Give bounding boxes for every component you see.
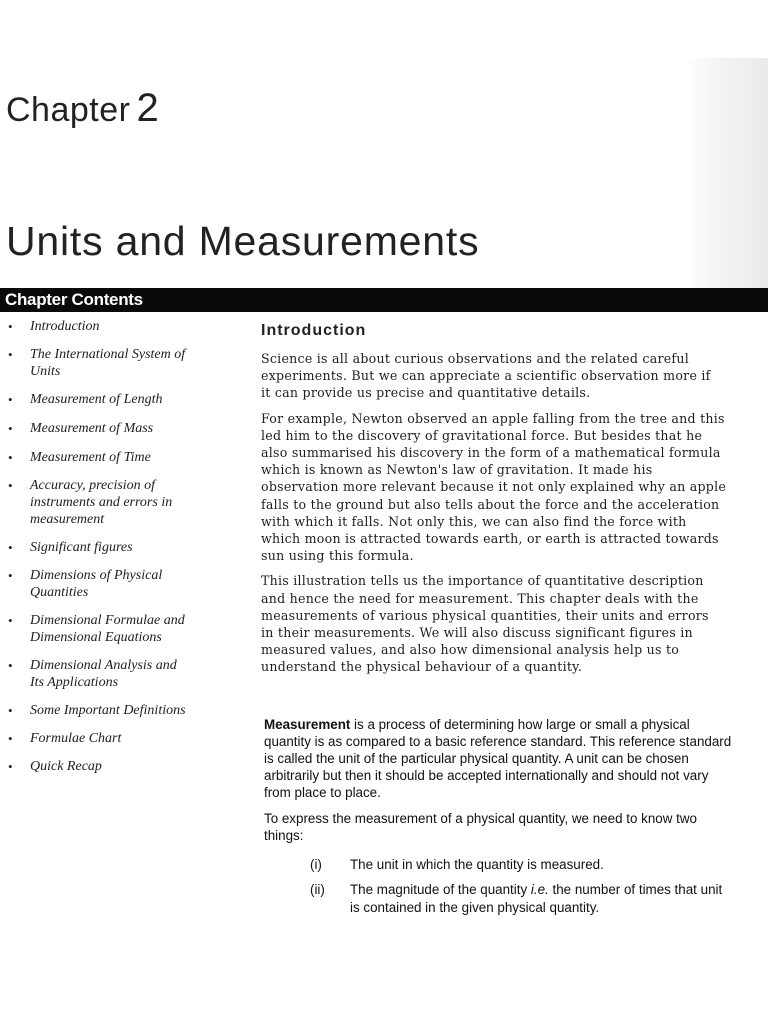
paragraph: This illustration tells us the importance of quantitative description and hence the need for measurement. This chapter deals with the measurements of various physical quantities, their units and errors in their measurements. We will also discuss significant figures in measured values, and also how dimensional analysis help us to understand the physical behaviour of a quantity. <box>261 573 709 675</box>
bullet-icon: • <box>8 759 13 774</box>
list-item: (i) The unit in which the quantity is measured. <box>310 857 604 872</box>
bullet-icon: • <box>8 540 13 555</box>
chapter-label: Chapter 2 <box>6 86 160 130</box>
contents-item: • Dimensional Formulae and Dimensional Equations <box>8 613 185 645</box>
bullet-icon: • <box>8 568 13 583</box>
contents-item: • Formulae Chart <box>8 731 122 746</box>
bullet-icon: • <box>8 613 13 628</box>
bullet-icon: • <box>8 421 13 436</box>
paragraph: Science is all about curious observations and the related careful experiments. But we can appreciate a scientific observation more if it can provide us precise and quantitative details. <box>261 351 711 401</box>
contents-item: • The International System of Units <box>8 347 186 379</box>
bullet-icon: • <box>8 450 13 465</box>
bullet-icon: • <box>8 478 13 493</box>
definition-term: Measurement <box>264 717 351 732</box>
contents-item: • Introduction <box>8 319 100 334</box>
contents-item: • Measurement of Length <box>8 392 163 407</box>
contents-heading-bar <box>0 288 768 312</box>
bullet-icon: • <box>8 658 13 673</box>
contents-list <box>6 318 250 775</box>
page-edge-shadow <box>684 58 768 288</box>
bullet-icon: • <box>8 703 13 718</box>
contents-item: • Significant figures <box>8 540 133 555</box>
contents-item: • Measurement of Time <box>8 450 151 465</box>
bullet-icon: • <box>8 319 13 334</box>
bullet-icon: • <box>8 392 13 407</box>
intro-section <box>261 322 768 684</box>
bullet-icon: • <box>8 731 13 746</box>
paragraph: For example, Newton observed an apple falling from the tree and this led him to the discovery of gravitational force. But besides that he also summarised his discovery in the form of a mathematical formula which is known as Newton's law of gravitation. It made his observation more relevant because it not only explained why an apple falls to the ground but also tells about the force and the acceleration with which it falls. Not only this, we can also find the force with which moon is attracted towards earth, or earth is attracted towards sun using this formula. <box>261 410 727 564</box>
contents-item: • Accuracy, precision of instruments and errors in measurement <box>8 478 173 527</box>
contents-item: • Measurement of Mass <box>8 421 154 436</box>
definition-paragraph: Measurement is a process of determining how large or small a physical quantity is as compared to a basic reference standard. This reference standard is called the unit of the particular physical quantity. A unit can be chosen arbitrarily but then it should be accepted internationally and should not vary from place to place. <box>264 717 732 800</box>
contents-item: • Quick Recap <box>8 759 102 774</box>
list-marker: (ii) <box>310 882 325 897</box>
chapter-number: 2 <box>136 86 160 130</box>
bullet-icon: • <box>8 347 13 362</box>
list-item: (ii) The magnitude of the quantity i.e. the number of times that unit is contained in the given physical quantity. <box>310 882 723 915</box>
list-marker: (i) <box>310 857 322 872</box>
contents-item: • Dimensional Analysis and Its Applications <box>8 658 177 690</box>
chapter-title: Units and Measurements <box>6 218 480 264</box>
contents-item: • Some Important Definitions <box>8 703 186 718</box>
contents-item: • Dimensions of Physical Quantities <box>8 568 163 600</box>
measurement-section <box>264 716 768 924</box>
paragraph: To express the measurement of a physical quantity, we need to know two things: <box>264 811 697 843</box>
requirements-list <box>264 856 768 917</box>
contents-heading: Chapter Contents <box>5 290 143 309</box>
section-heading: Introduction <box>261 322 367 339</box>
